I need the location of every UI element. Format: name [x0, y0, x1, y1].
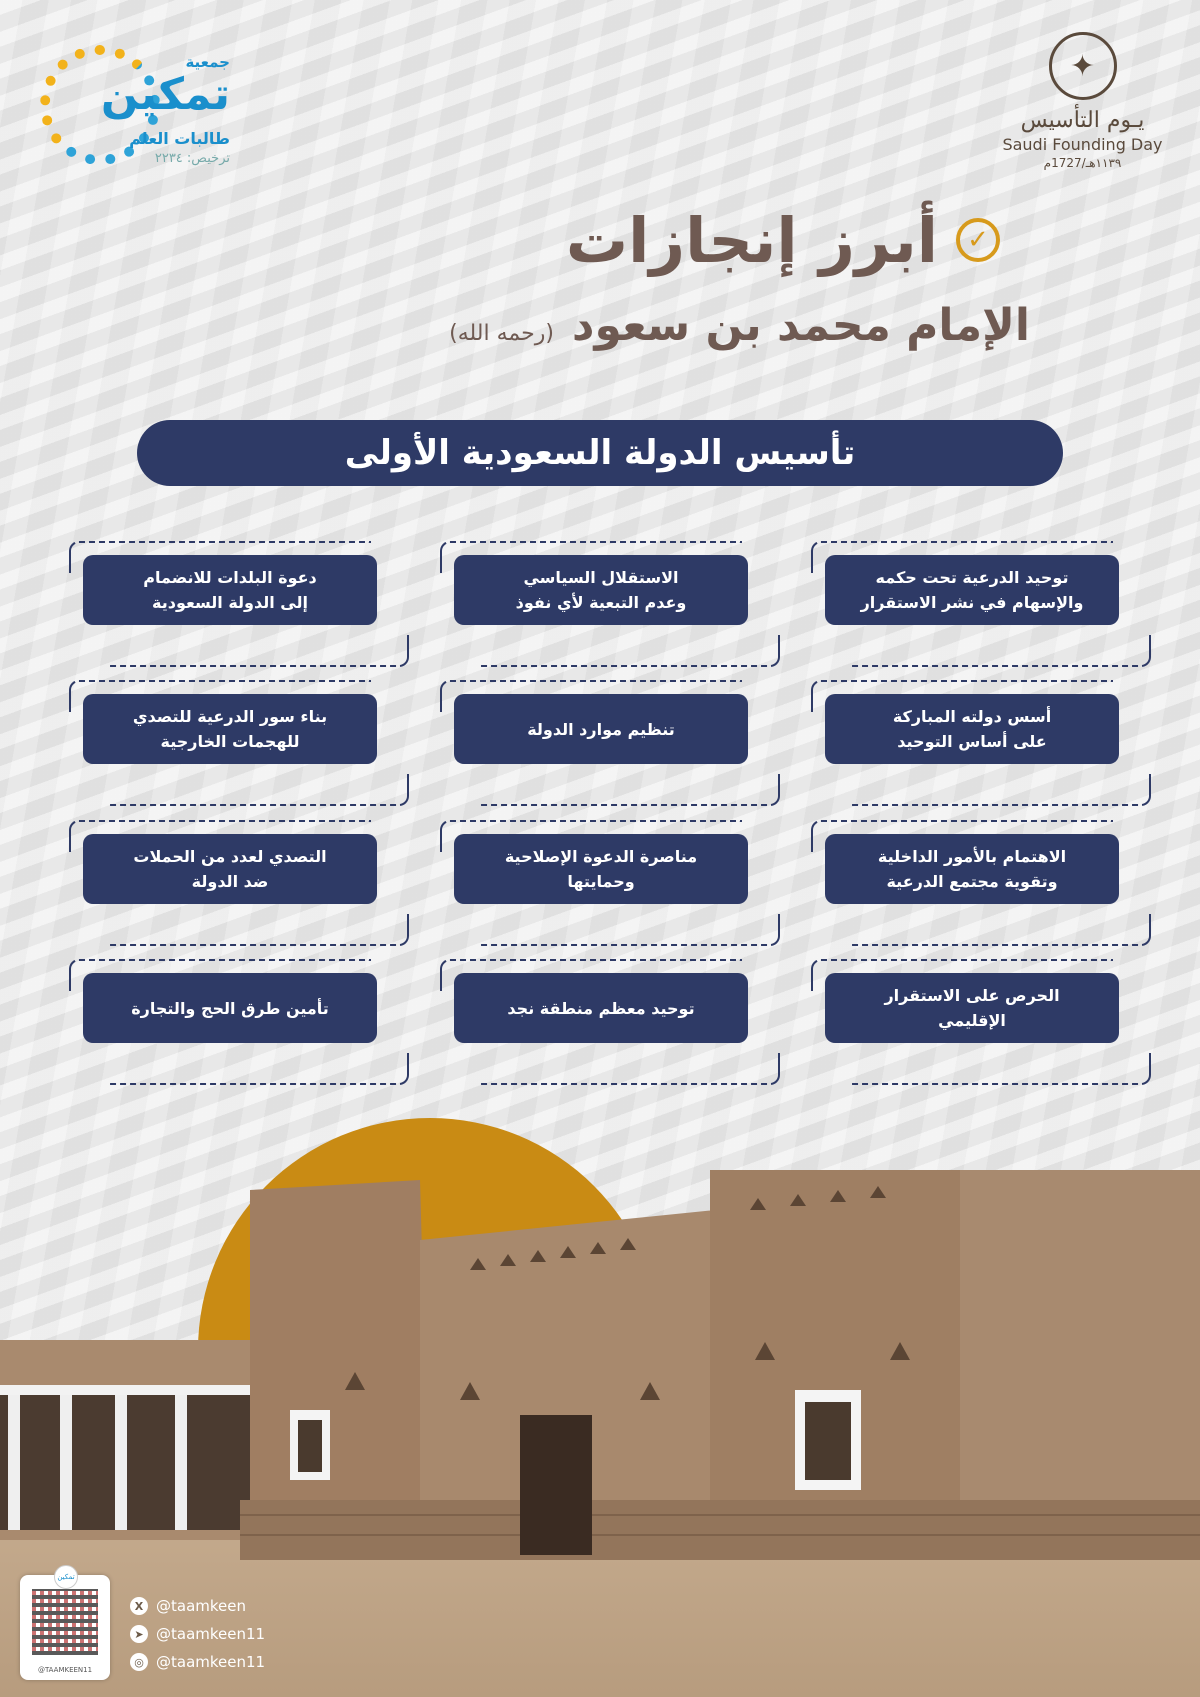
social-telegram[interactable]: [130, 1620, 265, 1648]
achievement-text: الاهتمام بالأمور الداخلية وتقوية مجتمع الدرعية: [825, 834, 1119, 904]
card-frame-bottom: [849, 774, 1151, 806]
achievement-card: [454, 555, 766, 655]
achievement-text: الحرص على الاستقرار الإقليمي: [825, 973, 1119, 1043]
achievement-card: [825, 694, 1137, 794]
card-frame-bottom: [849, 1053, 1151, 1085]
founding-years: ١١٣٩هـ/1727م: [1043, 156, 1122, 170]
achievement-card: [454, 834, 766, 934]
logo-name: تمكين: [100, 69, 230, 120]
achievement-text: توحيد الدرعية تحت حكمه والإسهام في نشر الاستقرار: [825, 555, 1119, 625]
achievement-text: التصدي لعدد من الحملات ضد الدولة: [83, 834, 377, 904]
qr-caption: @TAAMKEEN11: [37, 1666, 93, 1674]
achievement-card: [83, 555, 395, 655]
card-frame-bottom: [478, 774, 780, 806]
achievement-card: [825, 555, 1137, 655]
achievement-text: تأمين طرق الحج والتجارة: [83, 973, 377, 1043]
achievement-text: أسس دولته المباركة على أساس التوحيد: [825, 694, 1119, 764]
achievement-text: بناء سور الدرعية للتصدي للهجمات الخارجية: [83, 694, 377, 764]
founding-english: Saudi Founding Day: [1002, 135, 1163, 154]
title-text: أبرز إنجازات: [565, 203, 938, 277]
achievement-card: [825, 834, 1137, 934]
achievement-card: [83, 834, 395, 934]
card-frame-bottom: [107, 635, 409, 667]
founding-day-logo: [995, 32, 1170, 182]
achievement-card: [83, 973, 395, 1073]
social-instagram[interactable]: [130, 1648, 265, 1676]
achievement-text: دعوة البلدات للانضمام إلى الدولة السعودية: [83, 555, 377, 625]
logo-license: ترخيص: ٢٢٣٤: [154, 151, 230, 166]
seal-icon: ✦: [1049, 32, 1117, 100]
check-icon: ✓: [956, 218, 1000, 262]
page-subtitle: [449, 300, 1030, 351]
telegram-icon: ➤: [130, 1625, 148, 1643]
social-handle: @taamkeen11: [156, 1653, 266, 1671]
social-handle: @taamkeen: [156, 1597, 246, 1615]
achievement-text: الاستقلال السياسي وعدم التبعية لأي نفوذ: [454, 555, 748, 625]
logo-association: جمعية: [185, 53, 230, 71]
achievement-text: مناصرة الدعوة الإصلاحية وحمايتها: [454, 834, 748, 904]
qr-code-card[interactable]: [20, 1575, 110, 1680]
social-x[interactable]: [130, 1592, 265, 1620]
achievement-text: تنظيم موارد الدولة: [454, 694, 748, 764]
achievement-card: [454, 973, 766, 1073]
logo-subtitle: طالبات العلم: [129, 129, 230, 148]
instagram-icon: ◎: [130, 1653, 148, 1671]
qr-badge: تمكين: [54, 1565, 78, 1589]
founding-arabic: يـوم التأسيس: [1020, 108, 1145, 133]
achievement-text: توحيد معظم منطقة نجد: [454, 973, 748, 1043]
achievement-card: [83, 694, 395, 794]
card-frame-bottom: [107, 774, 409, 806]
tamkeen-logo: [40, 45, 230, 175]
card-frame-bottom: [478, 1053, 780, 1085]
card-frame-bottom: [107, 914, 409, 946]
section-banner: تأسيس الدولة السعودية الأولى: [137, 420, 1063, 486]
card-frame-bottom: [849, 635, 1151, 667]
card-frame-bottom: [107, 1053, 409, 1085]
subtitle-mercy: (رحمه الله): [449, 321, 554, 346]
achievement-card: [825, 973, 1137, 1073]
card-frame-bottom: [849, 914, 1151, 946]
qr-code-icon: [32, 1589, 98, 1655]
subtitle-name: الإمام محمد بن سعود: [571, 300, 1030, 351]
card-frame-bottom: [478, 635, 780, 667]
social-links: [130, 1592, 265, 1676]
achievement-card: [454, 694, 766, 794]
page-title: [566, 200, 1000, 280]
card-frame-bottom: [478, 914, 780, 946]
x-icon: X: [130, 1597, 148, 1615]
social-handle: @taamkeen11: [156, 1625, 266, 1643]
